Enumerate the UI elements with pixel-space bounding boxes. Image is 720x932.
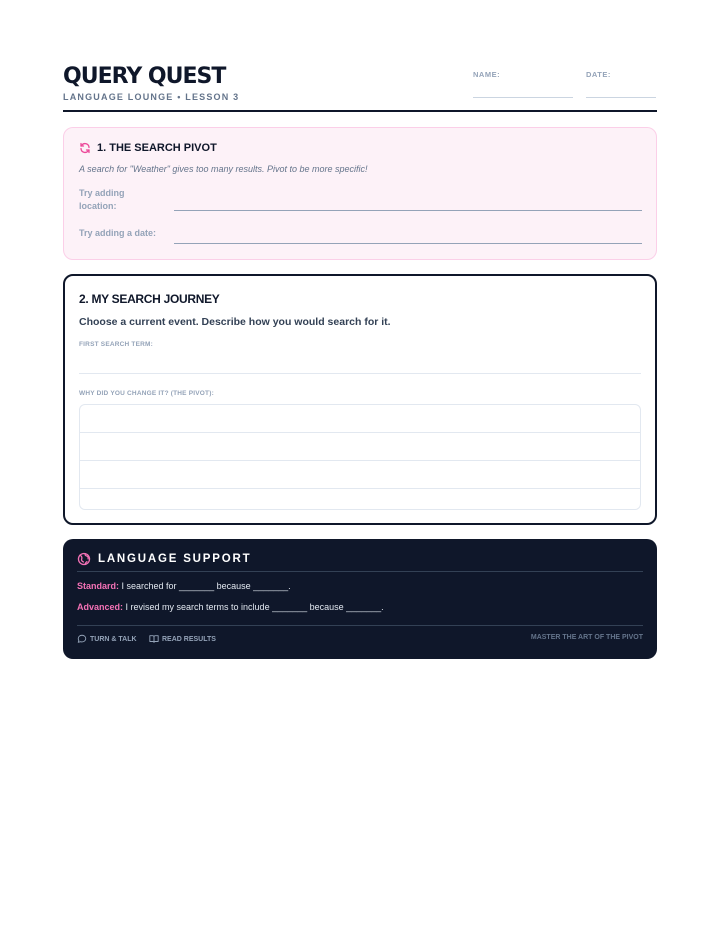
advanced-frame	[77, 602, 384, 612]
why-rule-line	[80, 488, 640, 489]
name-line[interactable]	[473, 97, 573, 98]
first-term-line[interactable]	[79, 373, 641, 374]
page-subtitle: LANGUAGE LOUNGE • LESSON 3	[63, 92, 240, 102]
pivot-title: 1. THE SEARCH PIVOT	[97, 142, 217, 154]
date-row	[79, 227, 642, 244]
advanced-text: I revised my search terms to include _______ because _______.	[123, 602, 384, 612]
page-title: QUERY QUEST	[63, 64, 226, 89]
journey-prompt: Choose a current event. Describe how you would search for it.	[79, 316, 391, 328]
worksheet-header	[63, 62, 657, 112]
date-field[interactable]	[586, 70, 656, 98]
date-answer-line[interactable]	[174, 243, 642, 244]
refresh-icon	[79, 142, 91, 154]
location-row	[79, 187, 642, 211]
location-label: Try adding location:	[79, 188, 125, 211]
support-title: LANGUAGE SUPPORT	[98, 553, 252, 565]
turn-talk-label: TURN & TALK	[90, 635, 137, 643]
standard-text: I searched for _______ because _______.	[119, 581, 291, 591]
book-icon	[149, 634, 159, 644]
standard-frame	[77, 581, 291, 591]
location-answer-line[interactable]	[174, 210, 642, 211]
why-answer-box[interactable]	[79, 404, 641, 510]
why-rule-line	[80, 460, 640, 461]
turn-talk-item	[77, 634, 137, 644]
support-heading	[77, 552, 251, 566]
search-pivot-section	[63, 127, 657, 260]
divider	[77, 625, 643, 626]
journey-title: 2. MY SEARCH JOURNEY	[79, 292, 220, 306]
worksheet-page	[63, 62, 657, 643]
standard-tag: Standard:	[77, 581, 120, 591]
divider	[77, 571, 643, 572]
name-label: NAME:	[473, 70, 501, 79]
read-results-item	[149, 634, 216, 644]
date-line[interactable]	[586, 97, 656, 98]
footer-tagline: MASTER THE ART OF THE PIVOT	[530, 634, 643, 641]
globe-icon	[77, 552, 91, 566]
pivot-heading	[79, 142, 217, 154]
language-support-panel	[63, 539, 657, 659]
date-add-label: Try adding a date:	[79, 228, 157, 238]
search-journey-section	[63, 274, 657, 525]
date-label: DATE:	[586, 70, 611, 79]
first-term-label: FIRST SEARCH TERM:	[79, 341, 154, 348]
speech-bubble-icon	[77, 634, 87, 644]
read-results-label: READ RESULTS	[162, 635, 216, 643]
why-label: WHY DID YOU CHANGE IT? (THE PIVOT):	[79, 390, 214, 397]
pivot-description: A search for "Weather" gives too many results. Pivot to be more specific!	[79, 164, 368, 174]
advanced-tag: Advanced:	[77, 602, 124, 612]
why-rule-line	[80, 432, 640, 433]
name-field[interactable]	[473, 70, 573, 98]
